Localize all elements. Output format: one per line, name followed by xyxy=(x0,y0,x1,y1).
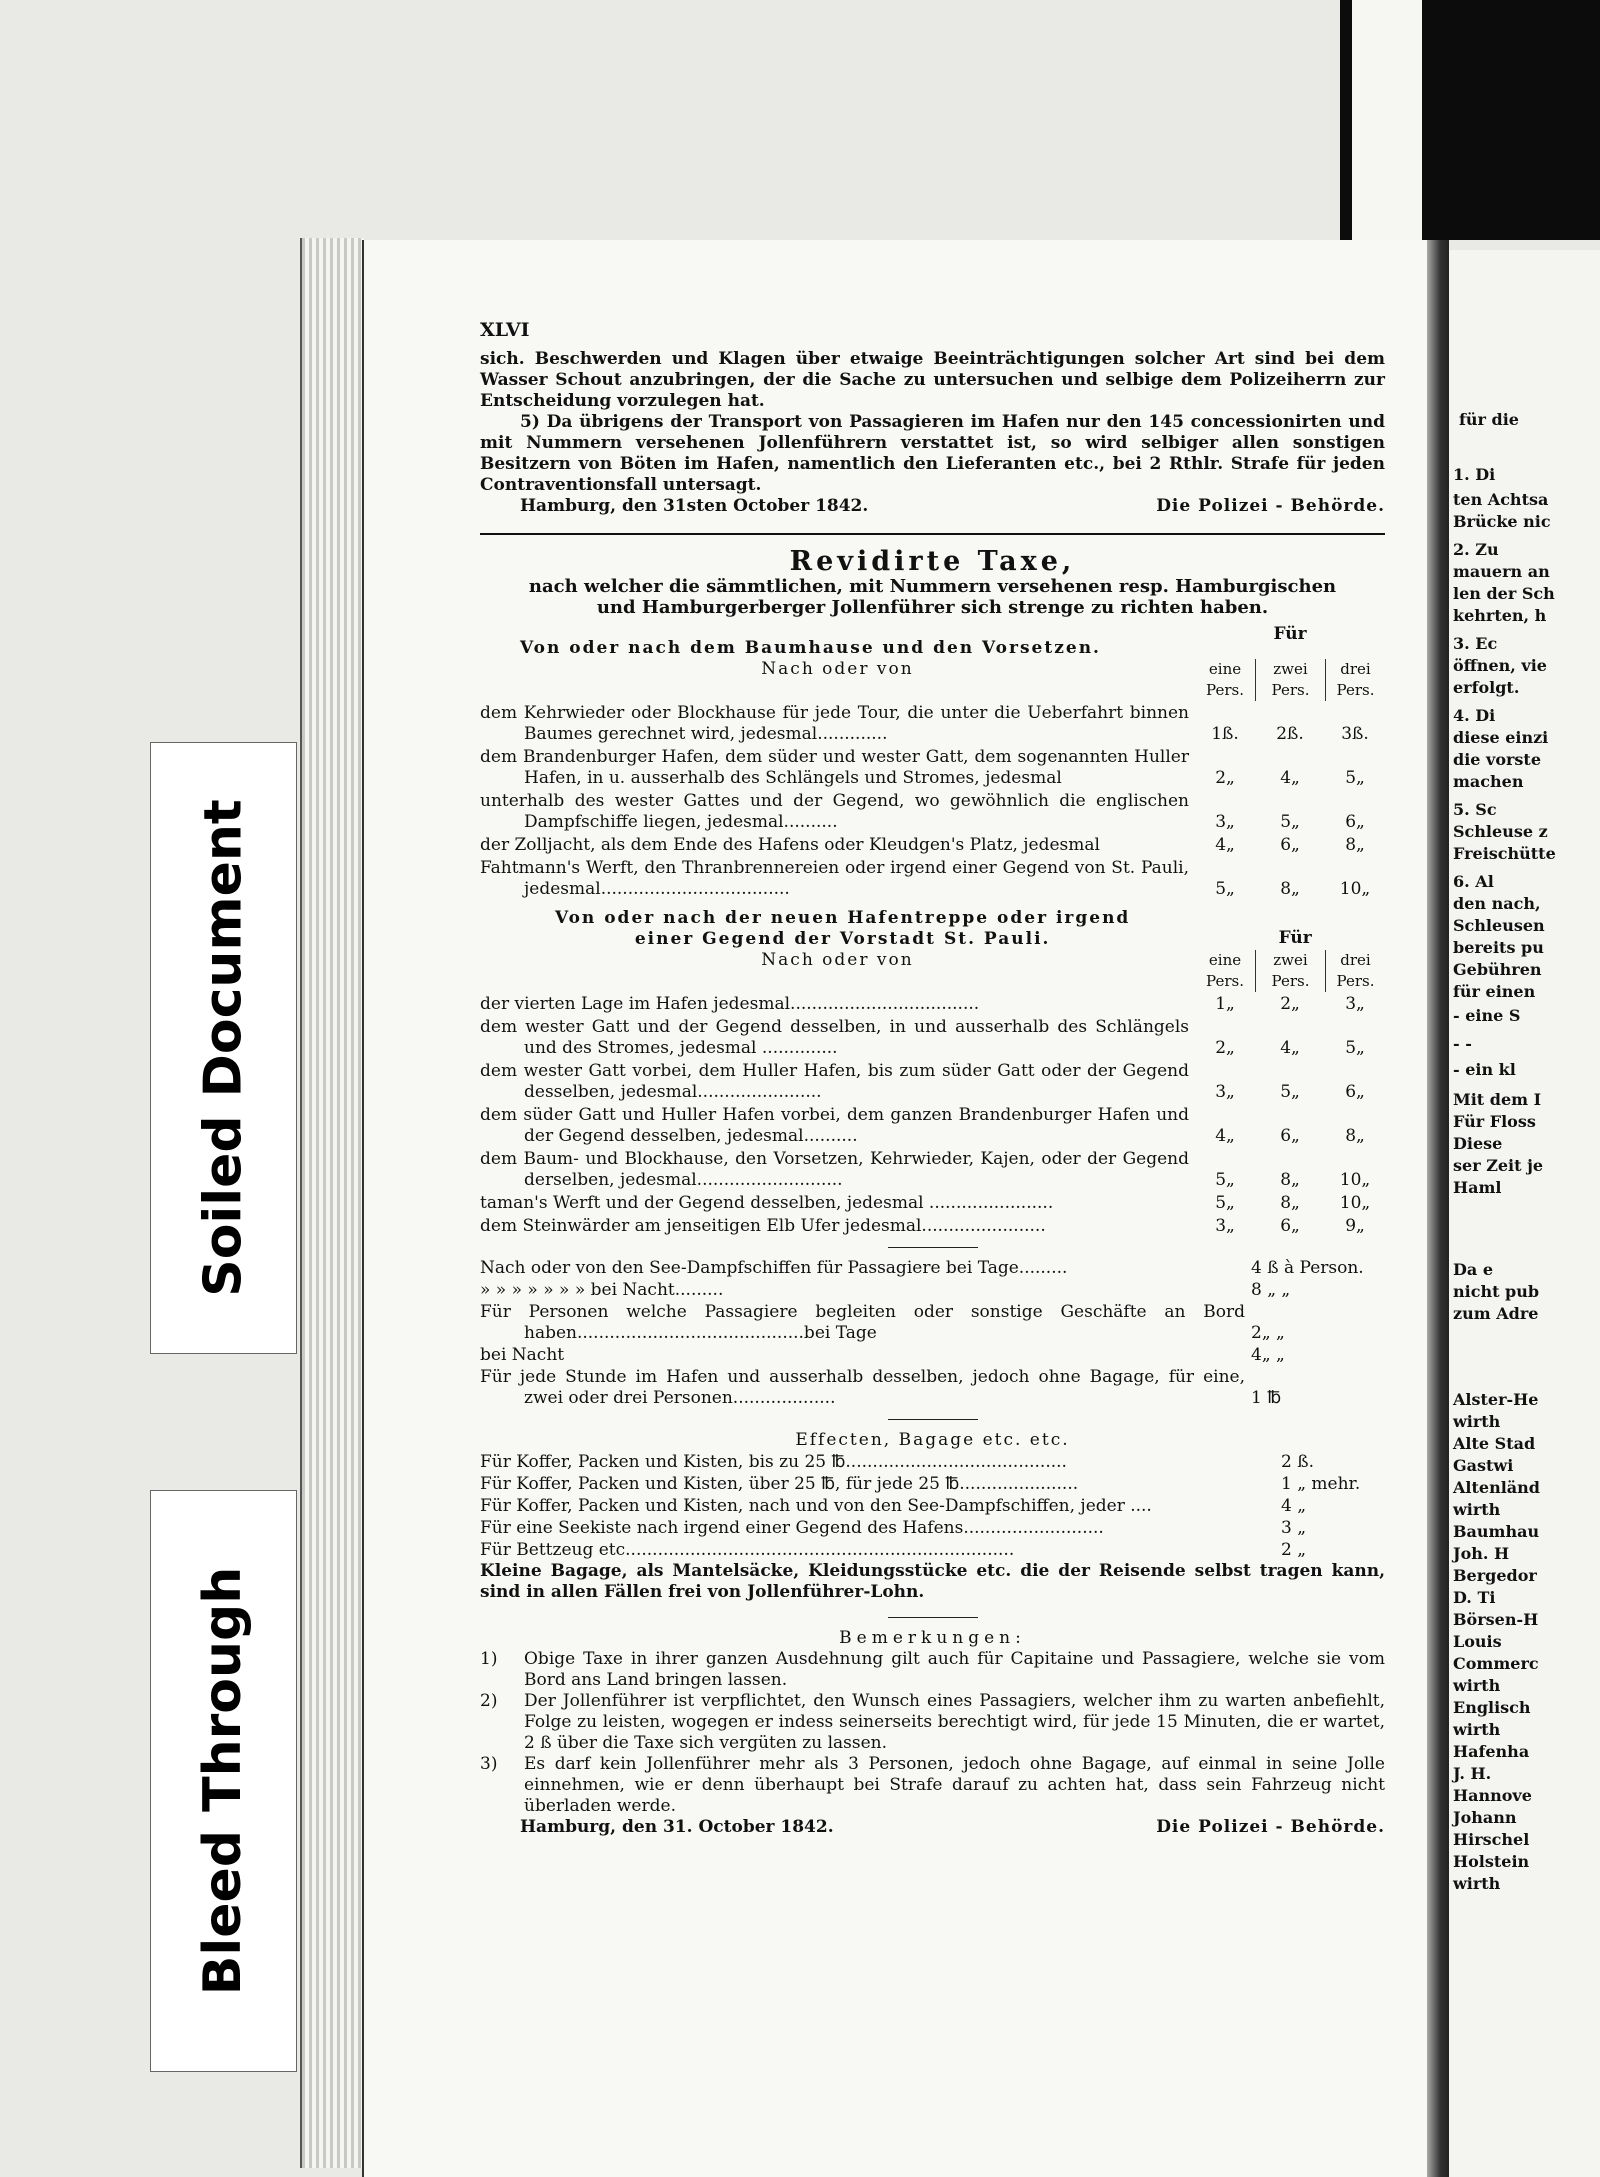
remark-text: Es darf kein Jollenführer mehr als 3 Personen, jedoch ohne Bagage, auf einmal in seine Jolle einnehmen, wie er denn überhaupt bei Strafe darauf zu achten hat, dass sein Fahrzeug nicht überladen werde. xyxy=(524,1754,1385,1816)
rate-row xyxy=(480,1017,1385,1059)
right-page-line: Alster-He xyxy=(1453,1390,1539,1409)
tariff-line xyxy=(480,1540,1385,1561)
right-page-line: Louis xyxy=(1453,1632,1502,1651)
right-page-line: wirth xyxy=(1453,1500,1501,1519)
rate-value: 5„ xyxy=(1345,1038,1365,1058)
right-page-line: machen xyxy=(1453,772,1524,791)
tariff-value: 4„ „ xyxy=(1251,1345,1285,1365)
rate-description: unterhalb des wester Gattes und der Gegend, wo gewöhnlich die englischen Dampfschiffe liegen, jedesmal.......... xyxy=(480,791,1189,832)
tariff-value: 4 ß à Person. xyxy=(1251,1258,1364,1278)
right-page-line: wirth xyxy=(1453,1720,1501,1739)
right-page-line: Altenländ xyxy=(1453,1478,1540,1497)
right-page-line: 4. Di xyxy=(1453,706,1496,725)
rate-value: 5„ xyxy=(1345,768,1365,788)
rate-value: 5„ xyxy=(1280,1082,1300,1102)
col2-eine: eine Pers. xyxy=(1206,951,1244,990)
right-page-line: 3. Ec xyxy=(1453,634,1498,653)
tariff-line xyxy=(480,1518,1385,1539)
tariff-text: Für jede Stunde im Hafen und ausserhalb desselben, jedoch ohne Bagage, für eine, zwei oder drei Personen................... xyxy=(480,1367,1245,1408)
right-page-line: zum Adre xyxy=(1453,1304,1539,1323)
rate-value: 9„ xyxy=(1345,1216,1365,1236)
rate-value: 5„ xyxy=(1215,1170,1235,1190)
rate-description: der vierten Lage im Hafen jedesmal................................... xyxy=(480,994,980,1014)
right-page-line: Da e xyxy=(1453,1260,1493,1279)
right-page-line: erfolgt. xyxy=(1453,678,1520,697)
col2-drei: drei Pers. xyxy=(1325,950,1385,992)
signature-line-2 xyxy=(480,1817,1385,1838)
short-divider-2 xyxy=(888,1419,978,1420)
rate-value: 8„ xyxy=(1345,1126,1365,1146)
rate-row xyxy=(480,994,1385,1015)
rate-value: 4„ xyxy=(1215,835,1235,855)
tariff-value: 1 ℔ xyxy=(1251,1388,1282,1408)
col-zwei: zwei Pers. xyxy=(1255,659,1325,701)
section-2-header xyxy=(480,908,1385,950)
rate-description: dem Steinwärder am jenseitigen Elb Ufer jedesmal....................... xyxy=(480,1216,1046,1236)
rate-value: 4„ xyxy=(1280,768,1300,788)
bleed-through-label xyxy=(150,1490,297,2072)
rate-value: 8„ xyxy=(1280,1193,1300,1213)
right-page-line: Freischütte xyxy=(1453,844,1556,863)
section-1-fuer: Für xyxy=(1273,624,1307,644)
right-page-line: Gastwi xyxy=(1453,1456,1514,1475)
rate-row xyxy=(480,703,1385,745)
right-page-line: J. H. xyxy=(1453,1764,1492,1783)
tariff-text: Für Koffer, Packen und Kisten, nach und von den See-Dampfschiffen, jeder .... xyxy=(480,1496,1152,1516)
tariff-value: 2 ß. xyxy=(1281,1452,1314,1472)
rate-value: 8„ xyxy=(1280,879,1300,899)
tariff-value: 1 „ mehr. xyxy=(1281,1474,1361,1494)
right-page-line: Für Floss xyxy=(1453,1112,1536,1131)
right-page-line: Hafenha xyxy=(1453,1742,1530,1761)
effects-closing: Kleine Bagage, als Mantelsäcke, Kleidungsstücke etc. die der Reisende selbst tragen kann, sind in allen Fällen frei von Jollenführer-Lohn. xyxy=(480,1561,1385,1602)
rate-value: 1ß. xyxy=(1211,724,1239,744)
rate-row xyxy=(480,1105,1385,1147)
col2-zwei: zwei Pers. xyxy=(1255,950,1325,992)
place-date-1: Hamburg, den 31sten October 1842. xyxy=(520,496,869,516)
paragraph-5: 5) Da übrigens der Transport von Passagieren im Hafen nur den 145 concessionirten und mit Nummern versehenen Jollenführern verstattet ist, so wird selbiger allen sonstigen Besitzern von Böten im Hafen, namentlich den Lieferanten etc., bei 2 Rthlr. Strafe für jeden Contraventionsfall untersagt. xyxy=(480,412,1385,495)
right-page-line: len der Sch xyxy=(1453,584,1555,603)
right-page-line: Alte Stad xyxy=(1453,1434,1536,1453)
bleed-through-text: Bleed Through xyxy=(193,1566,254,1996)
right-page-line: öffnen, vie xyxy=(1453,656,1547,675)
section-2-heading: Von oder nach der neuen Hafentreppe oder irgend einer Gegend der Vorstadt St. Pauli. xyxy=(554,908,1131,949)
remark-number: 2) xyxy=(480,1691,498,1711)
right-page-line: Baumhau xyxy=(1453,1522,1540,1541)
rate-value: 5„ xyxy=(1280,812,1300,832)
right-page-line: - eine S xyxy=(1453,1006,1521,1025)
remark-number: 3) xyxy=(480,1754,498,1774)
rate-value: 6„ xyxy=(1345,812,1365,832)
right-page-line: diese einzi xyxy=(1453,728,1549,747)
tariff-line xyxy=(480,1496,1385,1517)
rate-value: 10„ xyxy=(1339,1193,1371,1213)
right-page-line: mauern an xyxy=(1453,562,1550,581)
rate-row xyxy=(480,858,1385,900)
paper-strip xyxy=(1352,0,1422,240)
tariff-value: 4 „ xyxy=(1281,1496,1307,1516)
short-divider-3 xyxy=(888,1617,978,1618)
rate-row xyxy=(480,835,1385,856)
right-page-line: - - xyxy=(1453,1034,1472,1053)
right-page-line: bereits pu xyxy=(1453,938,1544,957)
tariff-line xyxy=(480,1302,1385,1344)
rate-value: 8„ xyxy=(1345,835,1365,855)
rate-value: 3„ xyxy=(1215,1082,1235,1102)
rate-description: dem süder Gatt und Huller Hafen vorbei, dem ganzen Brandenburger Hafen und der Gegend desselben, jedesmal.......... xyxy=(480,1105,1189,1146)
remarks-list xyxy=(480,1649,1385,1817)
right-page xyxy=(1449,250,1600,2177)
right-page-line: für einen xyxy=(1453,982,1536,1001)
rate-description: taman's Werft und der Gegend desselben, jedesmal ....................... xyxy=(480,1193,1054,1213)
rate-description: dem Baum- und Blockhause, den Vorsetzen, Kehrwieder, Kajen, oder der Gegend derselben, jedesmal........................... xyxy=(480,1149,1189,1190)
tariff-text: » » » » » » » bei Nacht......... xyxy=(480,1280,724,1300)
right-page-line: 6. Al xyxy=(1453,872,1494,891)
section-1-heading: Von oder nach dem Baumhause und den Vorsetzen. xyxy=(520,638,1101,658)
tariff-text: Für Bettzeug etc........................................................................ xyxy=(480,1540,1015,1560)
section-2-fuer: Für xyxy=(1278,928,1312,948)
effects-heading: Effecten, Bagage etc. etc. xyxy=(795,1430,1070,1450)
tariff-text: Für Personen welche Passagiere begleiten oder sonstige Geschäfte an Bord haben..........................................bei Tage xyxy=(480,1302,1245,1343)
right-page-line: Diese xyxy=(1453,1134,1503,1153)
rate-description: Fahtmann's Werft, den Thranbrennereien oder irgend einer Gegend von St. Pauli, jedesmal................................... xyxy=(480,858,1189,899)
right-page-line: 5. Sc xyxy=(1453,800,1497,819)
tariff-text: Für Koffer, Packen und Kisten, über 25 ℔, für jede 25 ℔...................... xyxy=(480,1474,1079,1494)
section-1-rows xyxy=(480,703,1385,900)
rate-value: 3„ xyxy=(1215,812,1235,832)
remark-item xyxy=(480,1649,1385,1691)
col-drei: drei Pers. xyxy=(1325,659,1385,701)
right-page-line: Haml xyxy=(1453,1178,1502,1197)
right-page-line: für die xyxy=(1459,410,1519,429)
rate-value: 6„ xyxy=(1280,1126,1300,1146)
right-page-line: den nach, xyxy=(1453,894,1541,913)
right-page-line: Brücke nic xyxy=(1453,512,1551,531)
right-page-line: Englisch xyxy=(1453,1698,1531,1717)
rate-value: 2„ xyxy=(1215,768,1235,788)
tariff-value: 2 „ xyxy=(1281,1540,1307,1560)
rate-value: 2„ xyxy=(1280,994,1300,1014)
page-number: XLVI xyxy=(480,319,530,341)
section-2-subheading: Nach oder von xyxy=(761,950,914,970)
right-page-line: kehrten, h xyxy=(1453,606,1547,625)
col-eine: eine Pers. xyxy=(1206,660,1244,699)
right-page-line: Börsen-H xyxy=(1453,1610,1539,1629)
right-page-line: Commerc xyxy=(1453,1654,1539,1673)
rate-row xyxy=(480,791,1385,833)
intro-paragraph: sich. Beschwerden und Klagen über etwaige Beeinträchtigungen solcher Art sind bei dem Wasser Schout anzubringen, der die Sache zu untersuchen und selbige dem Polizeiherrn zur Entscheidung vorzulegen hat. xyxy=(480,349,1385,411)
rate-value: 5„ xyxy=(1215,1193,1235,1213)
tariff-text: Für Koffer, Packen und Kisten, bis zu 25 ℔......................................... xyxy=(480,1452,1067,1472)
section-2 xyxy=(480,908,1385,1237)
right-page-line: nicht pub xyxy=(1453,1282,1540,1301)
right-page-line: Schleusen xyxy=(1453,916,1545,935)
book-page-edges xyxy=(300,238,364,2168)
rate-value: 2„ xyxy=(1215,1038,1235,1058)
tariff-line xyxy=(480,1474,1385,1495)
soiled-document-text: Soiled Document xyxy=(193,799,254,1297)
signature-line-1 xyxy=(480,496,1385,517)
rate-row xyxy=(480,1216,1385,1237)
rate-value: 3„ xyxy=(1345,994,1365,1014)
tariff-line xyxy=(480,1345,1385,1366)
authority-2: Die Polizei - Behörde. xyxy=(1156,1817,1385,1837)
rate-value: 10„ xyxy=(1339,879,1371,899)
right-page-line: die vorste xyxy=(1453,750,1541,769)
rate-value: 3„ xyxy=(1215,1216,1235,1236)
right-page-line: Joh. H xyxy=(1453,1544,1510,1563)
rate-row xyxy=(480,747,1385,789)
right-page-line: Schleuse z xyxy=(1453,822,1548,841)
rate-value: 1„ xyxy=(1215,994,1235,1014)
rate-value: 8„ xyxy=(1280,1170,1300,1190)
tariff-line xyxy=(480,1280,1385,1301)
rate-value: 6„ xyxy=(1280,835,1300,855)
rate-value: 4„ xyxy=(1280,1038,1300,1058)
remark-item xyxy=(480,1754,1385,1817)
rate-description: dem wester Gatt und der Gegend desselben, in und ausserhalb des Schlängels und des Stromes, jedesmal .............. xyxy=(480,1017,1189,1058)
right-page-line: wirth xyxy=(1453,1676,1501,1695)
rate-description: der Zolljacht, als dem Ende des Hafens oder Kleudgen's Platz, jedesmal xyxy=(480,835,1100,855)
tariff-text: bei Nacht xyxy=(480,1345,565,1365)
right-page-line: Holstein xyxy=(1453,1852,1530,1871)
tariff-line xyxy=(480,1258,1385,1279)
remark-number: 1) xyxy=(480,1649,498,1669)
remarks-heading: Bemerkungen: xyxy=(839,1628,1026,1648)
rate-value: 2ß. xyxy=(1276,724,1304,744)
tariff-value: 2„ „ xyxy=(1251,1323,1285,1343)
page-content xyxy=(480,320,1385,1838)
short-divider-1 xyxy=(888,1247,978,1248)
remark-text: Obige Taxe in ihrer ganzen Ausdehnung gilt auch für Capitaine und Passagiere, welche sie vom Bord ans Land bringen lassen. xyxy=(524,1649,1385,1690)
rate-description: dem Brandenburger Hafen, dem süder und wester Gatt, dem sogenannten Huller Hafen, in u. ausserhalb des Schlängels und Stromes, jedesmal xyxy=(480,747,1189,788)
effects-rows xyxy=(480,1452,1385,1561)
section-1-header xyxy=(480,624,1385,659)
document-title: Revidirte Taxe, xyxy=(789,546,1076,577)
rate-value: 5„ xyxy=(1215,879,1235,899)
right-page-line: ser Zeit je xyxy=(1453,1156,1544,1175)
right-page-line: Bergedor xyxy=(1453,1566,1537,1585)
section-3-rows xyxy=(480,1258,1385,1409)
right-page-line: Johann xyxy=(1453,1808,1517,1827)
rate-value: 3ß. xyxy=(1341,724,1369,744)
section-2-colheaders xyxy=(480,950,1385,992)
right-page-line: Hirschel xyxy=(1453,1830,1530,1849)
rate-row xyxy=(480,1149,1385,1191)
document-subtitle: nach welcher die sämmtlichen, mit Nummern versehenen resp. Hamburgischen und Hamburgerberger Jollenführer sich strenge zu richten haben. xyxy=(528,576,1337,618)
remark-text: Der Jollenführer ist verpflichtet, den Wunsch eines Passagiers, welcher ihm zu warten anbefiehlt, Folge zu leisten, wogegen er indess seinerseits berechtigt wird, für jede 15 Minuten, die er wartet, 2 ß über die Taxe sich vergüten zu lassen. xyxy=(524,1691,1385,1753)
divider xyxy=(480,533,1385,535)
rate-row xyxy=(480,1193,1385,1214)
right-page-line: - ein kl xyxy=(1453,1060,1516,1079)
right-page-line: D. Ti xyxy=(1453,1588,1496,1607)
right-page-line: Mit dem I xyxy=(1453,1090,1542,1109)
tariff-text: Nach oder von den See-Dampfschiffen für Passagiere bei Tage......... xyxy=(480,1258,1068,1278)
section-1 xyxy=(480,624,1385,900)
rate-value: 10„ xyxy=(1339,1170,1371,1190)
book-gutter xyxy=(1427,240,1449,2177)
right-page-line: wirth xyxy=(1453,1412,1501,1431)
tariff-line xyxy=(480,1367,1385,1409)
remark-item xyxy=(480,1691,1385,1754)
rate-value: 4„ xyxy=(1215,1126,1235,1146)
right-page-line: Hannove xyxy=(1453,1786,1532,1805)
rate-value: 6„ xyxy=(1280,1216,1300,1236)
tariff-text: Für eine Seekiste nach irgend einer Gegend des Hafens.......................... xyxy=(480,1518,1104,1538)
place-date-2: Hamburg, den 31. October 1842. xyxy=(520,1817,834,1837)
right-page-line: ten Achtsa xyxy=(1453,490,1549,509)
rate-value: 6„ xyxy=(1345,1082,1365,1102)
section-2-rows xyxy=(480,994,1385,1237)
rate-row xyxy=(480,1061,1385,1103)
right-page-line: 1. Di xyxy=(1453,465,1496,484)
tariff-value: 3 „ xyxy=(1281,1518,1307,1538)
authority-1: Die Polizei - Behörde. xyxy=(1156,496,1385,516)
right-page-line: 2. Zu xyxy=(1453,540,1499,559)
tariff-value: 8 „ „ xyxy=(1251,1280,1291,1300)
section-1-subheading: Nach oder von xyxy=(761,659,914,679)
rate-description: dem Kehrwieder oder Blockhause für jede Tour, die unter die Ueberfahrt binnen Baumes gerechnet wird, jedesmal............. xyxy=(480,703,1189,744)
soiled-document-label xyxy=(150,742,297,1354)
section-1-colheaders xyxy=(480,659,1385,701)
tariff-line xyxy=(480,1452,1385,1473)
right-page-line: Gebühren xyxy=(1453,960,1542,979)
rate-description: dem wester Gatt vorbei, dem Huller Hafen, bis zum süder Gatt oder der Gegend desselben, jedesmal....................... xyxy=(480,1061,1189,1102)
right-page-line: wirth xyxy=(1453,1874,1501,1893)
